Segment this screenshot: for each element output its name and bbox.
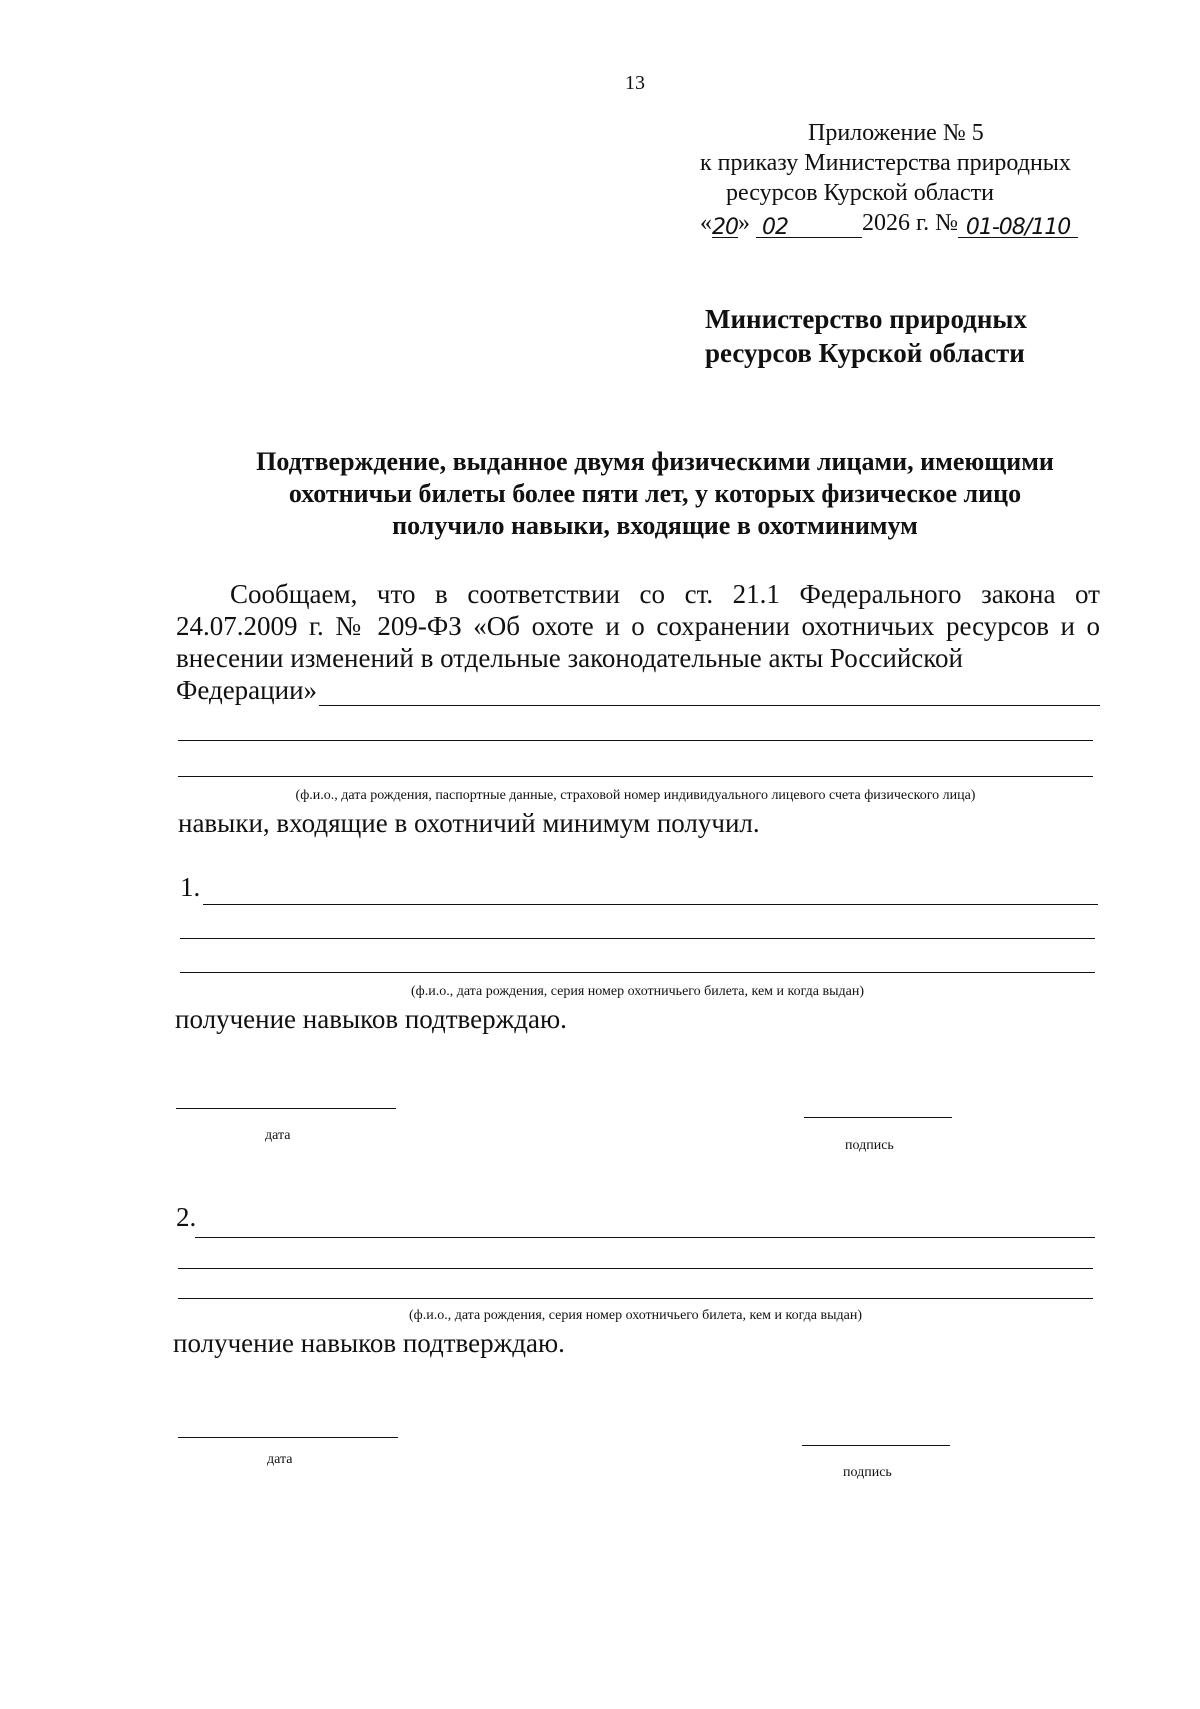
person-name-field[interactable] [319, 683, 1100, 706]
confirmer-1-signature-line[interactable] [804, 1117, 952, 1118]
person-caption: (ф.и.о., дата рождения, паспортные данные, страховой номер индивидуального лицевого счета физического лица) [295, 788, 976, 803]
order-month: 02 [756, 213, 862, 238]
confirmer-1-field-line-3[interactable] [180, 972, 1095, 973]
confirmer-1-number: 1. [180, 872, 201, 902]
skills-received-text: навыки, входящие в охотничий минимум получил. [178, 808, 760, 838]
appendix-line-3: ресурсов Курской области [726, 180, 994, 206]
ministry-name [705, 302, 1027, 370]
confirmer-2-caption: (ф.и.о., дата рождения, серия номер охотничьего билета, кем и когда выдан) [408, 1308, 862, 1323]
confirmer-2-field-line-2[interactable] [178, 1268, 1093, 1269]
confirmer-1-caption: (ф.и.о., дата рождения, серия номер охотничьего билета, кем и когда выдан) [410, 984, 864, 999]
ministry-line-2: ресурсов Курской области [705, 338, 1025, 368]
body-paragraph [176, 578, 1100, 706]
confirmer-1-field-line-2[interactable] [180, 938, 1095, 939]
close-quote: » [738, 210, 750, 236]
paragraph-text: Сообщаем, что в соответствии со ст. 21.1 Федерального закона от 24.07.2009 г. № 209-ФЗ «Об охоте и о сохранении охотничьих ресурсов и о внесении изменений в отдельные законодательные акты Российской [176, 579, 1100, 673]
confirmer-2-signature-line[interactable] [802, 1445, 950, 1446]
appendix-line-2: к приказу Министерства природных [700, 150, 1071, 176]
confirmer-2-field-line-1[interactable] [195, 1237, 1095, 1238]
order-year: 2026 г. № [862, 210, 959, 236]
title-line-1: Подтверждение, выданное двумя физическими лицами, имеющими [256, 447, 1054, 476]
appendix-header [700, 118, 1120, 238]
confirmer-2-date-label: дата [267, 1452, 293, 1467]
page-number: 13 [625, 72, 645, 94]
confirmer-1-signature-label: подпись [845, 1138, 894, 1153]
federation-word: Федерации» [176, 675, 318, 705]
confirmer-1-field-line-1[interactable] [203, 904, 1098, 905]
confirmer-2-field-line-3[interactable] [178, 1298, 1093, 1299]
title-line-2: охотничьи билеты более пяти лет, у которых физическое лицо [288, 479, 1022, 508]
order-day: 20 [712, 215, 738, 240]
confirmer-2-signature-label: подпись [843, 1465, 892, 1480]
confirmer-1-confirm-text: получение навыков подтверждаю. [175, 1004, 567, 1034]
confirmer-1-date-label: дата [265, 1128, 291, 1143]
ministry-line-1: Министерство природных [705, 304, 1027, 334]
confirmer-1-date-line[interactable] [176, 1108, 396, 1109]
person-field-line-3[interactable] [178, 776, 1093, 777]
federation-line [176, 674, 1100, 706]
person-field-line-2[interactable] [178, 740, 1093, 741]
confirmer-2-number: 2. [176, 1202, 197, 1232]
title-line-3: получило навыки, входящие в охотминимум [392, 511, 918, 540]
confirmer-2-date-line[interactable] [178, 1437, 398, 1438]
open-quote: « [700, 210, 712, 236]
order-number: 01-08/110 [958, 213, 1078, 238]
appendix-line-1: Приложение № 5 [808, 120, 984, 146]
appendix-order-line [700, 208, 1120, 238]
document-title [150, 446, 1160, 542]
confirmer-2-confirm-text: получение навыков подтверждаю. [173, 1328, 565, 1358]
